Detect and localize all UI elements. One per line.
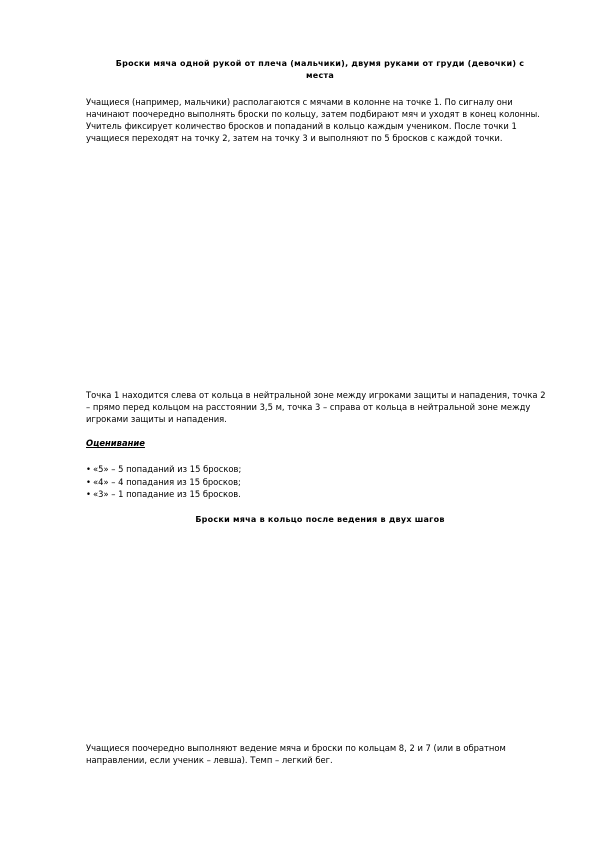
criteria-list [86,463,241,501]
figure-placeholder-2 [86,535,546,735]
section2-paragraph-1-text: Учащиеся поочередно выполняют ведение мяча и броски по кольцам 8, 2 и 7 (или в обратном направлении, если ученик – левша). Темп – легкий бег. [86,743,506,766]
criteria-item-text: «3» – 1 попадание из 15 бросков. [93,489,241,499]
section1-paragraph-1 [86,96,546,144]
section2-paragraph-1 [86,742,546,766]
bullet-icon: • [86,489,91,499]
section1-paragraph-1-text: Учащиеся (например, мальчики) располагаются с мячами в колонне на точке 1. По сигналу они начинают поочередно выполнять броски по кольцу, затем подбирают мяч и уходят в конец колонны. Учитель фиксирует количество бросков и попаданий в кольцо каждым учеником. После точки 1 учащиеся переходят на точку 2, затем на точку 3 и выполняют по 5 бросков с каждой точки. [86,97,540,144]
figure-placeholder-1 [86,160,546,380]
bullet-icon: • [86,476,91,487]
list-item [86,463,241,476]
section1-heading: Броски мяча одной рукой от плеча (мальчики), двумя руками от груди (девочки) с места [115,59,525,80]
section2-heading: Броски мяча в кольцо после ведения в двух шагов [195,515,445,524]
bullet-icon: • [86,464,91,474]
list-item [86,488,241,501]
criteria-item-text: «4» – 4 попадания из 15 бросков; [93,476,241,487]
section1-paragraph-2-text: Точка 1 находится слева от кольца в нейтральной зоне между игроками защиты и нападения, точка 2 – прямо перед кольцом на расстоянии 3,5 м, точка 3 – справа от кольца в нейтральной зоне между игроками защиты и нападения. [86,390,546,425]
section1-paragraph-2 [86,389,546,425]
criteria-title: Оценивание [86,438,145,448]
list-item [86,476,241,489]
criteria-item-text: «5» – 5 попаданий из 15 бросков; [93,464,242,474]
